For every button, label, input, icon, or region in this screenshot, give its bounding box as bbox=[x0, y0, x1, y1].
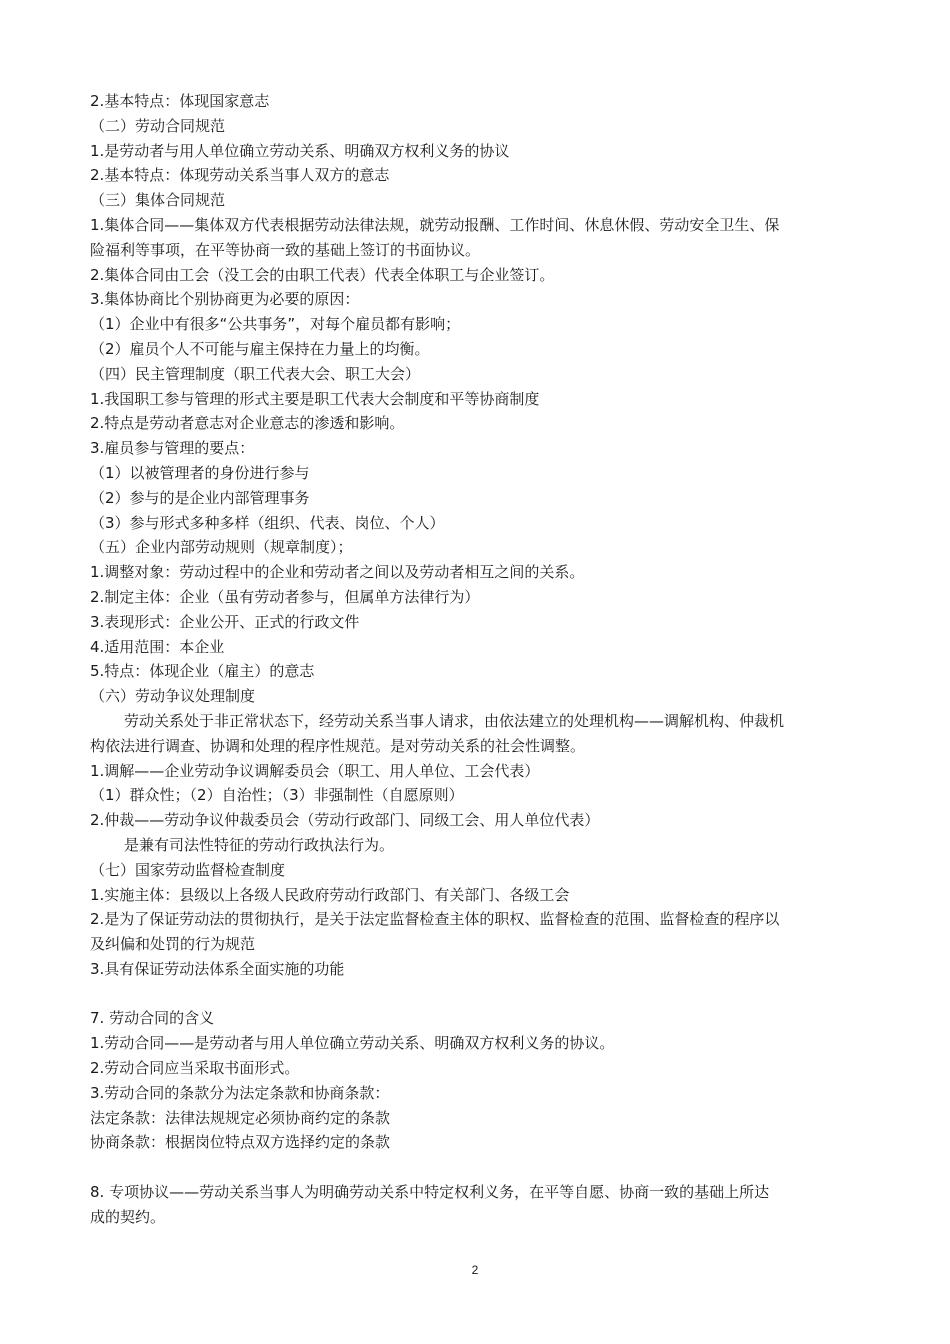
text-line: 3.雇员参与管理的要点： bbox=[90, 439, 255, 458]
text-line: （1）企业中有很多“公共事务”，对每个雇员都有影响； bbox=[90, 315, 461, 334]
text-line: 1.调解——企业劳动争议调解委员会（职工、用人单位、工会代表） bbox=[90, 761, 540, 780]
section-heading: 8. 专项协议——劳动关系当事人为明确劳动关系中特定权利义务，在平等自愿、协商一致的基础上所达 bbox=[90, 1183, 770, 1202]
text-line: （2）参与的是企业内部管理事务 bbox=[90, 488, 310, 507]
text-line: 1.实施主体：县级以上各级人民政府劳动行政部门、有关部门、各级工会 bbox=[90, 885, 570, 904]
text-line: 协商条款：根据岗位特点双方选择约定的条款 bbox=[90, 1133, 391, 1152]
text-line: 3.表现形式：企业公开、正式的行政文件 bbox=[90, 612, 360, 631]
text-line: 2.仲裁——劳动争议仲裁委员会（劳动行政部门、同级工会、用人单位代表） bbox=[90, 811, 600, 830]
text-line: （1）以被管理者的身份进行参与 bbox=[90, 463, 310, 482]
text-line: 2.制定主体：企业（虽有劳动者参与，但属单方法律行为） bbox=[90, 587, 480, 606]
text-line: 是兼有司法性特征的劳动行政执法行为。 bbox=[124, 835, 395, 854]
blank-line bbox=[90, 1155, 865, 1180]
document-body bbox=[90, 89, 865, 1230]
section-heading: 7. 劳动合同的含义 bbox=[90, 1009, 215, 1028]
text-line: 1.我国职工参与管理的形式主要是职工代表大会制度和平等协商制度 bbox=[90, 389, 540, 408]
text-line: 3.具有保证劳动法体系全面实施的功能 bbox=[90, 959, 345, 978]
text-line: 2.集体合同由工会（没工会的由职工代表）代表全体职工与企业签订。 bbox=[90, 265, 555, 284]
section-heading: （四）民主管理制度（职工代表大会、职工大会） bbox=[90, 364, 421, 383]
text-line: 2.是为了保证劳动法的贯彻执行，是关于法定监督检查主体的职权、监督检查的范围、监督检查的程序以 bbox=[90, 910, 780, 929]
text-line: 2.基本特点：体现劳动关系当事人双方的意志 bbox=[90, 166, 390, 185]
section-heading: （二）劳动合同规范 bbox=[90, 116, 226, 135]
text-line: 2.基本特点：体现国家意志 bbox=[90, 92, 270, 110]
text-line: 及纠偏和处罚的行为规范 bbox=[90, 935, 256, 954]
page-number: 2 bbox=[471, 1263, 479, 1277]
section-heading: （三）集体合同规范 bbox=[90, 191, 226, 210]
text-line: 成的契约。 bbox=[90, 1207, 166, 1226]
text-line: 1.是劳动者与用人单位确立劳动关系、明确双方权利义务的协议 bbox=[90, 141, 510, 160]
text-line: （1）群众性；（2）自治性；（3）非强制性（自愿原则） bbox=[90, 786, 464, 805]
section-heading: （七）国家劳动监督检查制度 bbox=[90, 860, 286, 879]
text-line: 2.劳动合同应当采取书面形式。 bbox=[90, 1059, 300, 1078]
text-line: 3.劳动合同的条款分为法定条款和协商条款： bbox=[90, 1083, 390, 1102]
text-line: 5.特点：体现企业（雇主）的意志 bbox=[90, 662, 315, 681]
text-line: 劳动关系处于非正常状态下，经劳动关系当事人请求，由依法建立的处理机构——调解机构、仲裁机 bbox=[124, 711, 785, 730]
section-heading: （五）企业内部劳动规则（规章制度）； bbox=[90, 538, 353, 557]
text-line: 2.特点是劳动者意志对企业意志的渗透和影响。 bbox=[90, 414, 405, 433]
text-line: 3.集体协商比个别协商更为必要的原因： bbox=[90, 290, 360, 309]
text-line: （3）参与形式多种多样（组织、代表、岗位、个人） bbox=[90, 513, 445, 532]
text-line: 1.集体合同——集体双方代表根据劳动法律法规，就劳动报酬、工作时间、休息休假、劳动安全卫生、保 bbox=[90, 215, 780, 234]
section-heading: （六）劳动争议处理制度 bbox=[90, 687, 256, 706]
text-line: 构依法进行调查、协调和处理的程序性规范。是对劳动关系的社会性调整。 bbox=[90, 736, 586, 755]
text-line: （2）雇员个人不可能与雇主保持在力量上的均衡。 bbox=[90, 339, 430, 358]
text-line: 1.调整对象：劳动过程中的企业和劳动者之间以及劳动者相互之间的关系。 bbox=[90, 563, 585, 582]
text-line: 法定条款：法律法规规定必须协商约定的条款 bbox=[90, 1108, 391, 1127]
text-line: 1.劳动合同——是劳动者与用人单位确立劳动关系、明确双方权利义务的协议。 bbox=[90, 1034, 615, 1053]
text-line: 4.适用范围：本企业 bbox=[90, 637, 225, 656]
text-line: 险福利等事项，在平等协商一致的基础上签订的书面协议。 bbox=[90, 240, 481, 259]
blank-line bbox=[90, 982, 865, 1007]
